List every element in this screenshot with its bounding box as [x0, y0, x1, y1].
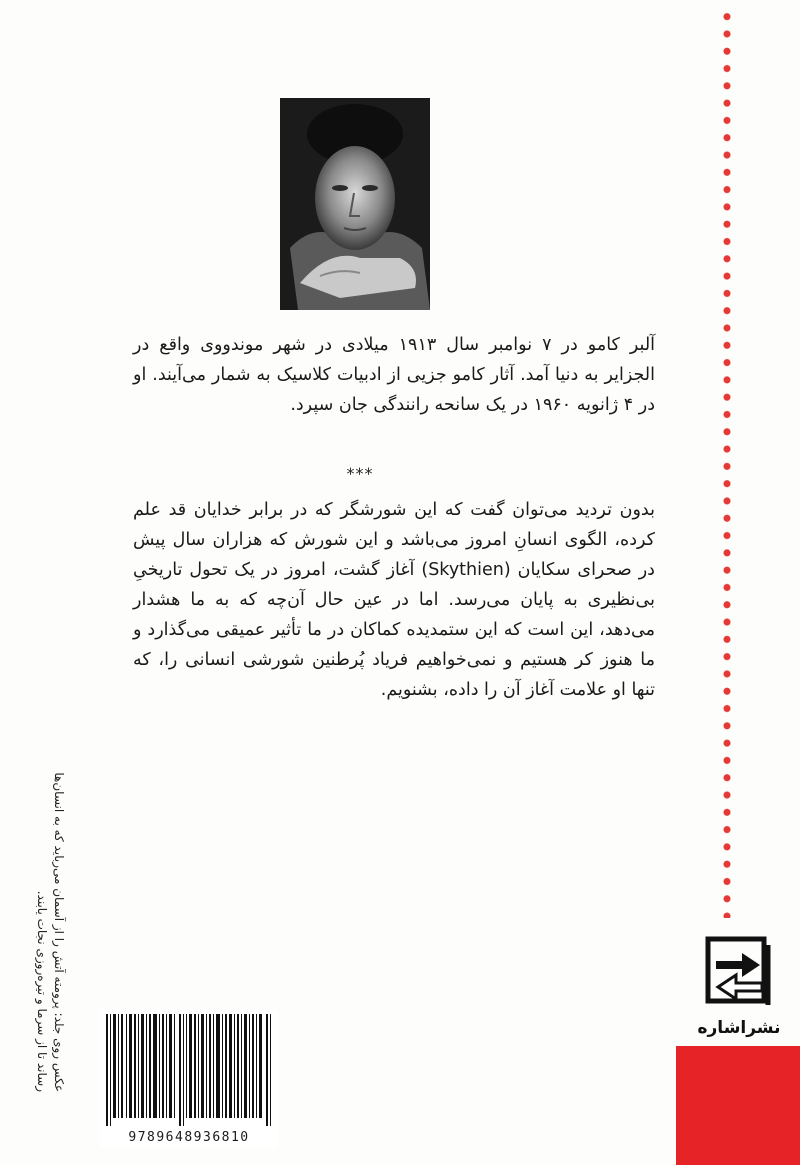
- publisher-logo: [685, 935, 793, 1045]
- book-arrows-logo-icon: [702, 935, 776, 1015]
- barcode-bars: [100, 1010, 278, 1128]
- book-description: بدون تردید می‌توان گفت که این شورشگر که در برابر خدایان قد علم کرده، الگوی انسانِ امروز می‌باشد و این شورش که هزاران سال پیش در صحرای سکایان (Skythien) آغاز گشت، امروز در یک تحول تاریخیِ بی‌نظیری به پایان می‌رسد. اما در عین حال آن‌چه که به ما هشدار می‌دهد، این است که این ستمدیده کماکان در ما تأثیر عمیقی می‌گذارد و ما هنوز کر هستیم و نمی‌خواهیم فریاد پُرطنین شورشی انسانی را، که تنها او علامت آغاز آن را داده، بشنویم.: [133, 500, 655, 700]
- isbn-barcode: [100, 1010, 278, 1148]
- red-corner-block: [676, 1046, 800, 1165]
- portrait-image: [280, 98, 430, 310]
- isbn-digits: 9789648936810: [128, 1130, 250, 1145]
- dotted-border-decoration: [717, 8, 737, 918]
- author-bio: آلبر کامو در ۷ نوامبر سال ۱۹۱۳ میلادی در شهر موندووی واقع در الجزایر به دنیا آمد. آثار کامو جزیی از ادبیات کلاسیک به شمار می‌آیند. او در ۴ ژانویه ۱۹۶۰ در یک سانحه رانندگی جان سپرد.: [133, 335, 656, 415]
- cover-photo-credit: عکس روی جلد: پرومته آتش را از آسمان می‌رباید که به انسان‌ها رساند تا از سرما و تیره‌روزی نجات یابند.: [35, 772, 66, 1092]
- author-portrait: [280, 98, 430, 310]
- section-separator: ***: [346, 464, 374, 483]
- publisher-name: نشراشاره: [697, 1018, 781, 1038]
